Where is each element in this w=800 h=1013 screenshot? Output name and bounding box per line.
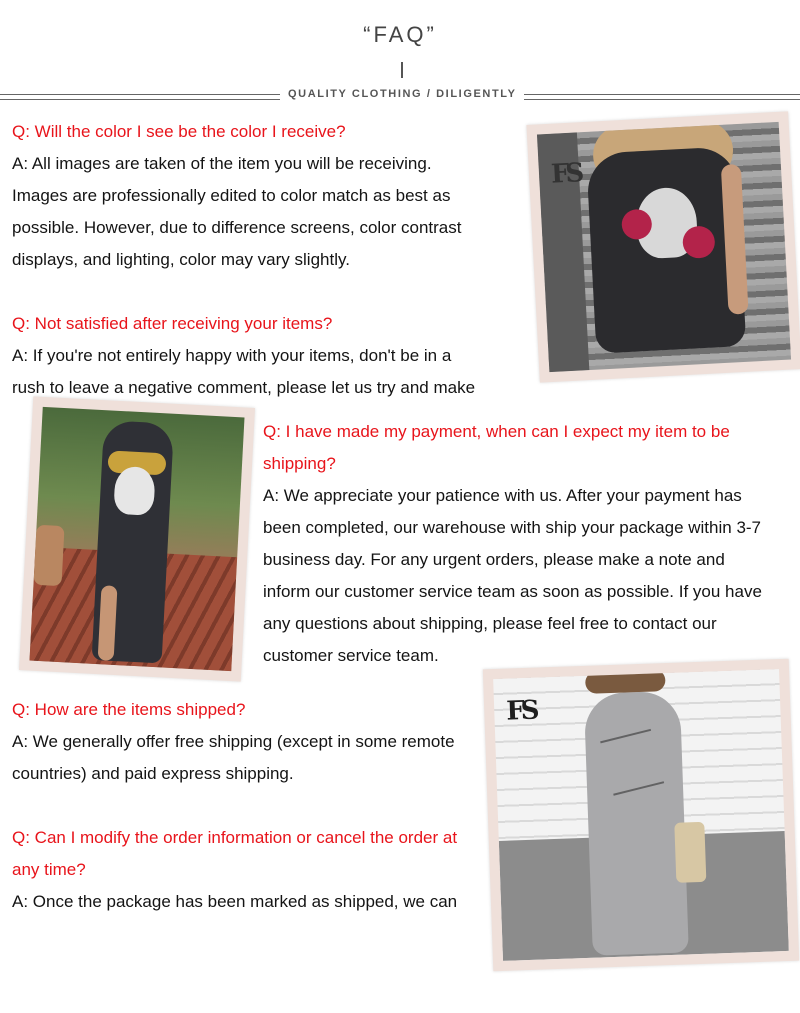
- answer-line: rush to leave a negative comment, please let us try and make: [12, 378, 476, 397]
- faq-question-modify-order: [12, 822, 457, 886]
- answer-line: A: Once the package has been marked as shipped, we can: [12, 892, 458, 911]
- header-rule-left: [0, 94, 280, 100]
- page-title: “FAQ”: [363, 22, 437, 47]
- answer-line: A: All images are taken of the item you will be receiving.: [12, 154, 432, 173]
- answer-line: been completed, our warehouse with ship your package within 3-7: [263, 518, 762, 537]
- faq-answer-payment: [263, 480, 762, 672]
- header-tagline: QUALITY CLOTHING / DILIGENTLY: [288, 88, 517, 100]
- product-photo-grey-maxi-dress: [483, 659, 799, 971]
- answer-line: possible. However, due to difference screens, color contrast: [12, 218, 462, 237]
- answer-line: business day. For any urgent orders, please make a note and: [263, 550, 725, 569]
- answer-line: Images are professionally edited to color match as best as: [12, 186, 451, 205]
- answer-line: A: If you're not entirely happy with your items, don't be in a: [12, 346, 452, 365]
- question-line: Q: Can I modify the order information or cancel the order at: [12, 828, 458, 847]
- answer-line: countries) and paid express shipping.: [12, 764, 294, 783]
- handbag: [674, 822, 706, 883]
- question-line: Q: Not satisfied after receiving your items?: [12, 314, 333, 333]
- answer-line: A: We generally offer free shipping (except in some remote: [12, 732, 455, 751]
- faq-answer-modify-order: [12, 886, 457, 918]
- faq-question-shipping-method: [12, 694, 245, 726]
- answer-line: inform our customer service team as soon as possible. If you have: [263, 582, 762, 601]
- answer-line: A: We appreciate your patience with us. After your payment has: [263, 486, 742, 505]
- brand-logo: FS: [505, 695, 537, 727]
- brand-logo: FS: [550, 158, 582, 190]
- header-rule-right: [524, 94, 800, 100]
- question-line: Q: How are the items shipped?: [12, 700, 246, 719]
- faq-question-color: [12, 116, 346, 148]
- question-line: any time?: [12, 860, 86, 879]
- faq-answer-color: [12, 148, 461, 276]
- dress-shape: [584, 691, 689, 956]
- product-photo-skull-maxi-dress: [19, 396, 255, 681]
- answer-line: any questions about shipping, please feel free to contact our: [263, 614, 717, 633]
- question-line: shipping?: [263, 454, 336, 473]
- question-line: Q: I have made my payment, when can I expect my item to be: [263, 422, 730, 441]
- title-divider-tick: [401, 62, 403, 78]
- faq-question-satisfaction: [12, 308, 332, 340]
- faq-answer-satisfaction: [12, 340, 475, 404]
- answer-line: displays, and lighting, color may vary slightly.: [12, 250, 350, 269]
- question-line: Q: Will the color I see be the color I receive?: [12, 122, 346, 141]
- faq-answer-shipping-method: [12, 726, 455, 790]
- faq-question-payment: [263, 416, 730, 480]
- answer-line: customer service team.: [263, 646, 439, 665]
- product-photo-skull-tank-dress: [526, 111, 800, 382]
